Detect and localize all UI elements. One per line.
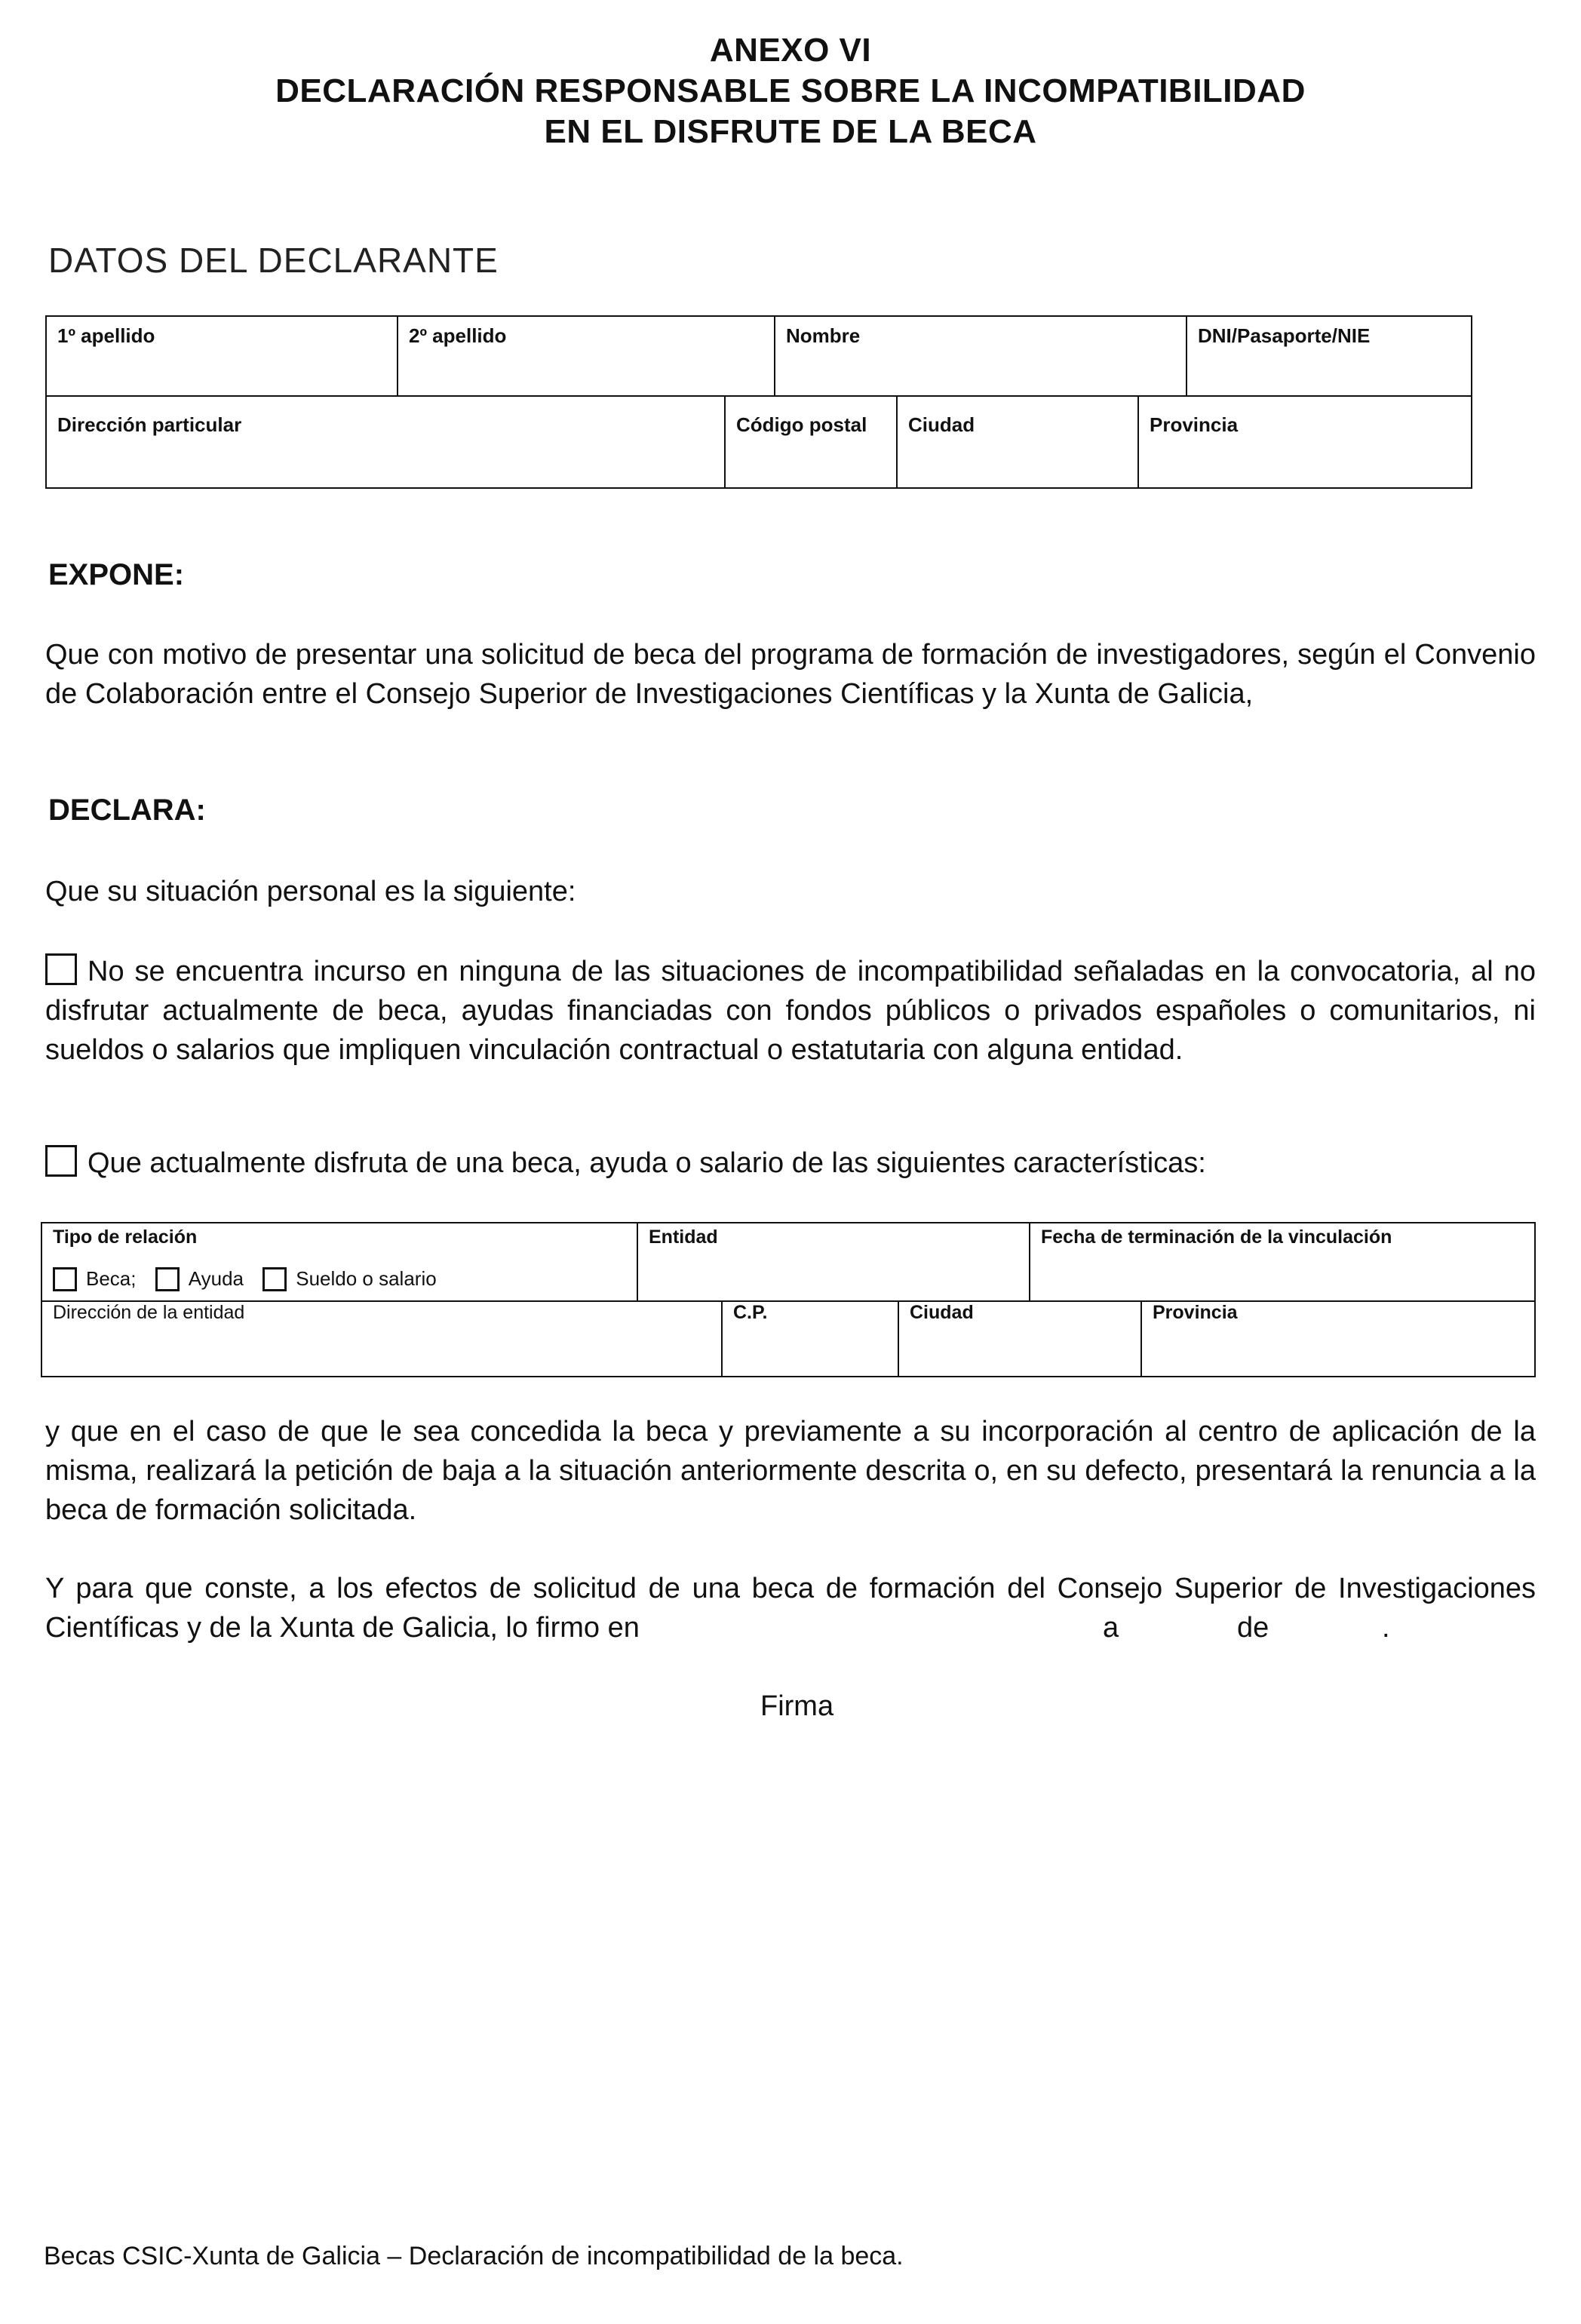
page-footer: Becas CSIC-Xunta de Galicia – Declaración de incompatibilidad de la beca. — [44, 2242, 904, 2270]
sueldo-checkbox[interactable] — [262, 1267, 287, 1291]
cell-entity-city[interactable] — [899, 1302, 1142, 1376]
label-second-surname: 2º apellido — [409, 324, 507, 347]
option-1-checkbox[interactable] — [45, 953, 77, 985]
signature-label: Firma — [760, 1690, 834, 1722]
declarant-table — [45, 315, 1472, 489]
declara-intro: Que su situación personal es la siguiente: — [45, 876, 576, 907]
sueldo-label: Sueldo o salario — [296, 1267, 437, 1290]
cell-entity-address[interactable] — [42, 1302, 723, 1376]
cell-end-date[interactable] — [1030, 1223, 1534, 1300]
declarant-section-title: DATOS DEL DECLARANTE — [48, 241, 499, 280]
label-entity-cp: C.P. — [733, 1302, 768, 1323]
label-dni: DNI/Pasaporte/NIE — [1198, 324, 1371, 347]
option-2-text: Que actualmente disfruta de una beca, ayuda o salario de las siguientes características: — [87, 1147, 1206, 1179]
label-entity: Entidad — [649, 1226, 718, 1248]
label-province: Provincia — [1150, 413, 1239, 436]
label-city: Ciudad — [908, 413, 975, 436]
declara-option-2 — [45, 1144, 1536, 1183]
declarant-row-1 — [47, 317, 1471, 397]
relation-table — [41, 1222, 1536, 1377]
declara-heading: DECLARA: — [48, 794, 206, 827]
label-end-date: Fecha de terminación de la vinculación — [1041, 1226, 1392, 1248]
cell-name[interactable] — [775, 317, 1187, 395]
relation-type-options — [53, 1267, 437, 1291]
cell-postal-code[interactable] — [726, 397, 898, 487]
label-entity-city: Ciudad — [910, 1302, 974, 1323]
option-2-checkbox[interactable] — [45, 1145, 77, 1177]
date-connector-de: de — [1237, 1612, 1269, 1644]
date-end-dot: . — [1382, 1612, 1390, 1644]
cell-entity-cp[interactable] — [723, 1302, 899, 1376]
beca-label: Beca; — [86, 1267, 137, 1290]
document-title — [0, 30, 1581, 152]
label-postal-code: Código postal — [736, 413, 867, 436]
label-first-surname: 1º apellido — [57, 324, 155, 347]
label-address: Dirección particular — [57, 413, 242, 436]
cell-dni[interactable] — [1187, 317, 1471, 395]
cell-province[interactable] — [1139, 397, 1471, 487]
cell-first-surname[interactable] — [47, 317, 398, 395]
closing-text-2 — [45, 1569, 1536, 1647]
relation-row-2 — [42, 1302, 1534, 1376]
declara-option-1 — [45, 952, 1536, 1070]
cell-relation-type — [42, 1223, 638, 1300]
expone-heading: EXPONE: — [48, 558, 185, 591]
relation-row-1 — [42, 1223, 1534, 1302]
expone-text: Que con motivo de presentar una solicitud de beca del programa de formación de investigadores, según el Convenio de Colaboración entre el Consejo Superior de Investigaciones Científicas y la Xunta de Galicia, — [45, 639, 1536, 710]
label-entity-address: Dirección de la entidad — [53, 1302, 245, 1323]
cell-second-surname[interactable] — [398, 317, 775, 395]
closing-text-1: y que en el caso de que le sea concedida la beca y previamente a su incorporación al centro de aplicación de la misma, realizará la petición de baja a la situación anteriormente descrita o, en su defecto, presentará la renuncia a la beca de formación solicitada. — [45, 1416, 1536, 1526]
cell-entity-province[interactable] — [1142, 1302, 1534, 1376]
label-relation-type: Tipo de relación — [53, 1226, 198, 1248]
label-name: Nombre — [786, 324, 861, 347]
date-connector-a: a — [1103, 1612, 1119, 1644]
title-line-2: EN EL DISFRUTE DE LA BECA — [544, 113, 1037, 150]
cell-address[interactable] — [47, 397, 726, 487]
ayuda-checkbox[interactable] — [155, 1267, 180, 1291]
label-entity-province: Provincia — [1153, 1302, 1238, 1323]
ayuda-label: Ayuda — [188, 1267, 244, 1290]
cell-entity[interactable] — [638, 1223, 1030, 1300]
title-line-1: DECLARACIÓN RESPONSABLE SOBRE LA INCOMPATIBILIDAD — [275, 72, 1306, 109]
annex-title: ANEXO VI — [709, 32, 872, 69]
closing-statement: Y para que conste, a los efectos de solicitud de una beca de formación del Consejo Superior de Investigaciones Científicas y de la Xunta de Galicia, lo firmo en — [45, 1573, 1536, 1644]
option-1-text: No se encuentra incurso en ninguna de las situaciones de incompatibilidad señaladas en la convocatoria, al no disfrutar actualmente de beca, ayudas financiadas con fondos públicos o privados españoles o comunitarios, ni sueldos o salarios que impliquen vinculación contractual o estatutaria con alguna entidad. — [45, 956, 1536, 1066]
beca-checkbox[interactable] — [53, 1267, 77, 1291]
cell-city[interactable] — [898, 397, 1139, 487]
declarant-row-2 — [47, 397, 1471, 487]
